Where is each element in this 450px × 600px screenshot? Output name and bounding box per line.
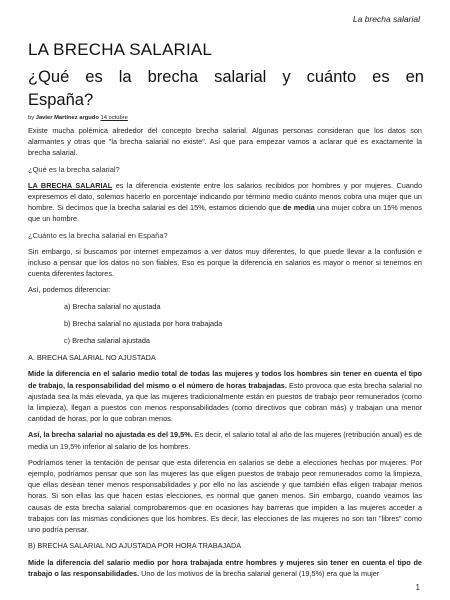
section-a-paragraph-3: Podríamos tener la tentación de pensar que esta diferencia en salarios se debe a elecciones hechas por mujeres. Por ejemplo, podríamos pensar que son las mujeres las que eligen puestos de trabajo peor remunerados como la limpieza, que ellas desean tener menos responsabilidades y por ello no las asciende y que también ellas eligen trabajar menos horas. Si son ellas las que hacen estas elecciones, es normal que ganen menos. Sin embargo, cuando veamos las causas de esta brecha salarial comprobaremos que en ocasiones hay barreras que impiden a las mujeres acceder a trabajos con las mismas condiciones que los hombres. Es decir, las elecciones de las mujeres no son tan "libres" como uno podría pensar. — [28, 457, 422, 535]
definition-text-c: una mujer cobra un 15% menos que un hombre. — [28, 203, 422, 224]
section-a-p2-bold: Así, la brecha salarial no ajustada es del 19,5%. — [28, 430, 193, 440]
section-heading-how-much: ¿Cuánto es la brecha salarial en España? — [28, 230, 168, 240]
article-body — [28, 125, 422, 584]
section-b-paragraph-1 — [28, 557, 422, 579]
subtitle-line-1: ¿Qué es la brecha salarial y cuánto es en — [28, 68, 424, 86]
section-b-p1-bold: Mide la diferencia del salario medio por hora trabajada entre hombres y mujeres sin tener en cuenta el tipo de trabajo o las responsabilidades. — [28, 557, 422, 578]
intro-paragraph: Existe mucha polémica alrededor del concepto brecha salarial. Algunas personas consideran que los datos son alarmantes y otras que "la brecha salarial no existe". Así que para empezar vamos a aclarar qué es exactamente la brecha salarial. — [28, 126, 422, 158]
section-a-p1-text: Esto provoca que esta brecha salarial no ajustada sea la más elevada, ya que las mujeres tradicionalmente están en puestos de trabajo peor remunerados (como la limpieza), llegan a puestos con menos responsabilidades (como directivos que cobran más) y trabajan una menor cantidad de horas, por lo que cobran menos. — [28, 380, 422, 424]
list-item: b) Brecha salarial no ajustada por hora trabajada — [64, 318, 223, 328]
page-title: LA BRECHA SALARIAL — [28, 40, 213, 59]
section-b-p1-text: Uno de los motivos de la brecha salarial general (19,5%) era que la mujer — [139, 568, 380, 578]
definition-text-a: es la diferencia existente entre los salarios recibidos por hombres y por mujeres. Cuando expresemos el dato, solemos hacerlo en porcentaje indicando por término medio cuánto menos cobra una mujer que un hombre. Si decimos que la brecha salarial es del 15%, estamos diciendo que — [28, 180, 423, 213]
running-header: La brecha salarial — [352, 14, 420, 24]
page-subtitle — [28, 66, 424, 112]
gap-types-list — [64, 301, 422, 347]
byline-prefix: by — [28, 115, 36, 121]
paragraph-data-sources: Sin embargo, si buscamos por internet empezamos a ver datos muy diferentes, lo que puede llevar a la confusión e incluso a pensar que los datos no son fiables. Eso es porque la diferencia en salarios es mayor o menor si tenemos en cuenta diferentes factores. — [28, 246, 422, 279]
section-a-p1-bold: Mide la diferencia en el salario medio total de todas las mujeres y todos los hombres sin tener en cuenta el tipo de trabajo, la responsabilidad del mismo o el número de horas trabajadas. — [28, 369, 422, 390]
section-a-paragraph-2 — [28, 429, 422, 451]
byline — [28, 115, 128, 121]
section-a-p2-text: Es decir, el salario total al año de las mujeres (retribución anual) es de media un 19,5% inferior al salario de los hombres. — [28, 430, 422, 451]
section-a-paragraph-1 — [28, 368, 422, 424]
publish-date[interactable]: 14 octubre — [100, 115, 128, 121]
page-number: 1 — [415, 583, 420, 592]
definition-term: LA BRECHA SALARIAL — [28, 180, 113, 190]
definition-paragraph — [28, 180, 422, 225]
author-name: Javier Martínez argudo — [35, 115, 99, 121]
definition-emphasis: de media — [282, 203, 315, 213]
section-heading-what: ¿Qué es la brecha salarial? — [28, 164, 120, 174]
list-item: a) Brecha salarial no ajustada — [64, 301, 161, 311]
section-a-heading: A. BRECHA SALARIAL NO AJUSTADA — [28, 353, 156, 363]
subtitle-line-2: España? — [28, 91, 94, 109]
list-item: c) Brecha salarial ajustada — [64, 336, 150, 346]
section-b-heading: B) BRECHA SALARIAL NO AJUSTADA POR HORA TRABAJADA — [28, 541, 242, 551]
paragraph-differentiate: Así, podemos diferenciar: — [28, 285, 111, 295]
